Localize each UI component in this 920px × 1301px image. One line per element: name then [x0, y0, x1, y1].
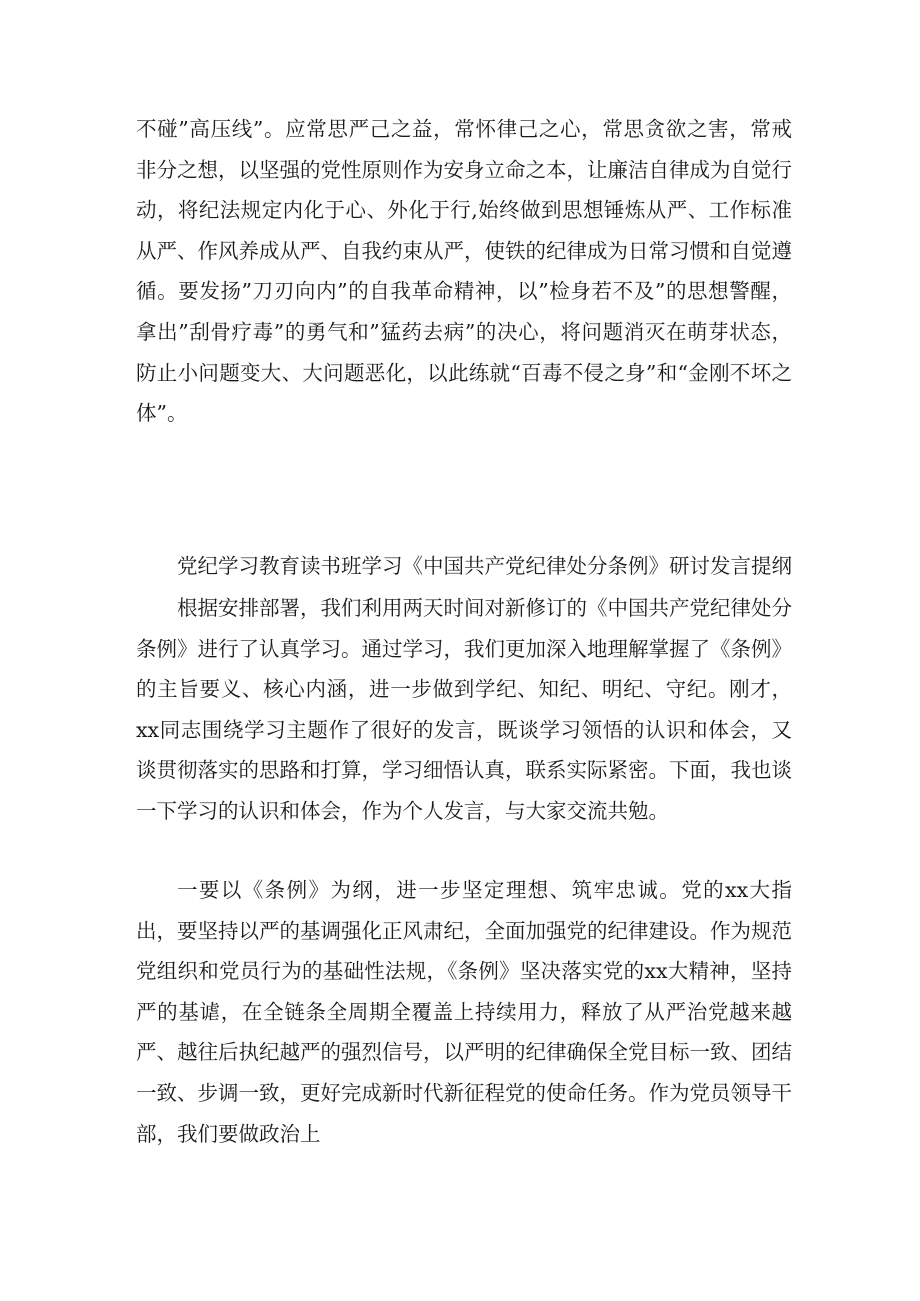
point-one-paragraph: 一要以《条例》为纲，进一步坚定理想、筑牢忠诚。党的xx大指出，要坚持以严的基调强化正风肃纪，全面加强党的纪律建设。作为规范党组织和党员行为的基础性法规，《条例》坚决落实党的xx大精神，坚持严的基谑，在全链条全周期全覆盖上持续用力，释放了从严治党越来越严、越往后执纪越严的强烈信号，以严明的纪律确保全党目标一致、团结一致、步调一致，更好完成新时代新征程党的使命任务。作为党员领导干部，我们要做政治上 — [136, 878, 792, 1146]
document-title: 党纪学习教育读书班学习《中国共产党纪律处分条例》研讨发言提纲 — [177, 554, 792, 578]
continuation-paragraph: 不碰”高压线”。应常思严己之益，常怀律己之心，常思贪欲之害，常戒非分之想，以坚强的党性原则作为安身立命之本，让廉洁自律成为自觉行动，将纪法规定内化于心、外化于行,始终做到思想锤炼从严、工作标准从严、作风养成从严、自我约束从严，使铁的纪律成为日常习惯和自觉遵循。要发扬”刀刃向内”的自我革命精神，以”检身若不及”的思想警醒，拿出”刮骨疗毒”的勇气和”猛药去病”的决心，将问题消灭在萌芽状态，防止小问题变大、大问题恶化，以此练就“百毒不侵之身”和“金刚不坏之体”。 — [136, 117, 792, 426]
intro-paragraph: 根据安排部署，我们利用两天时间对新修订的《中国共产党纪律处分条例》进行了认真学习。通过学习，我们更加深入地理解掌握了《条例》的主旨要义、核心内涵，进一步做到学纪、知纪、明纪、守纪。刚才，xx同志围绕学习主题作了很好的发言，既谈学习领悟的认识和体会，又谈贯彻落实的思路和打算，学习细悟认真，联系实际紧密。下面，我也谈一下学习的认识和体会，作为个人发言，与大家交流共勉。 — [136, 596, 792, 823]
